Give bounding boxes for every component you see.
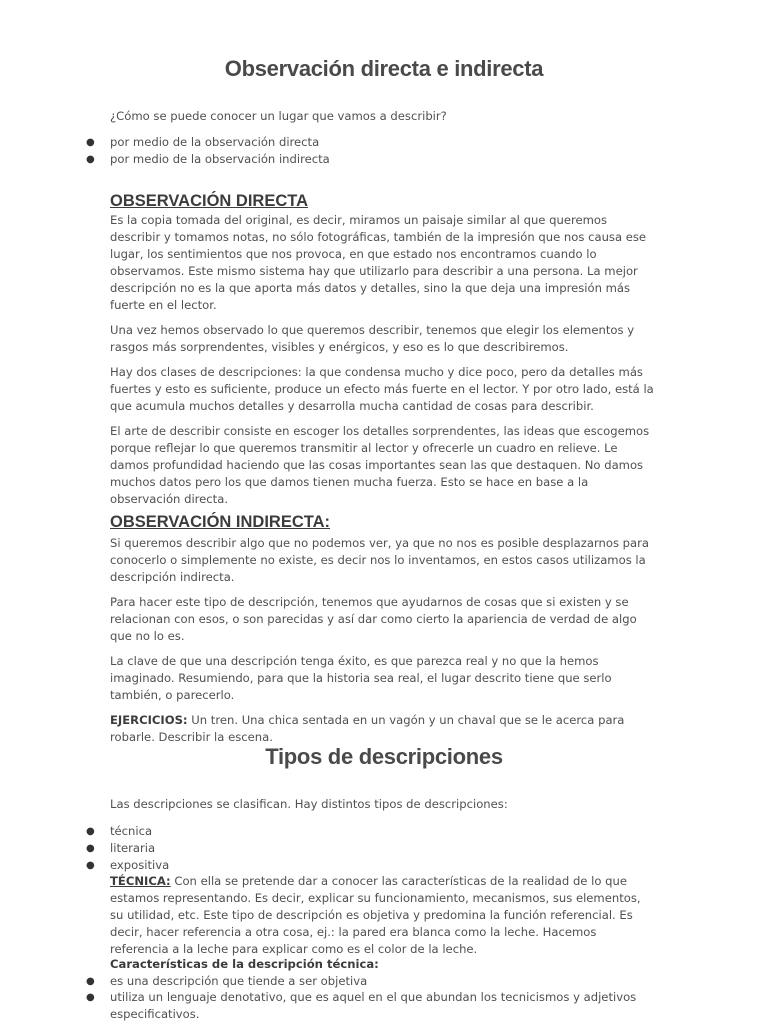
bullet-icon: ●: [86, 860, 95, 871]
list-item-text: por medio de la observación indirecta: [110, 152, 330, 166]
bullet-icon: ●: [86, 992, 95, 1003]
exercise-text: Un tren. Una chica sentada en un vagón y un chaval que se le acerca para robarle. Describir la escena.: [110, 713, 625, 744]
section-heading-directa: OBSERVACIÓN DIRECTA: [110, 192, 309, 210]
exercise-paragraph: [110, 712, 655, 746]
bullet-icon: ●: [86, 154, 95, 165]
intro-question: ¿Cómo se puede conocer un lugar que vamos a describir?: [110, 109, 447, 123]
paragraph: Para hacer este tipo de descripción, tenemos que ayudarnos de cosas que si existen y se relacionan con esos, o son parecidas y así dar como cierto la apariencia de verdad de algo que no lo es.: [110, 595, 637, 643]
page-title: Observación directa e indirecta: [224, 56, 544, 81]
paragraph: Si queremos describir algo que no podemos ver, ya que no nos es posible desplazarnos para conocerlo o simplemente no existe, es decir nos lo inventamos, en estos casos utilizamos la descripción indirecta.: [110, 536, 650, 584]
intro-types: Las descripciones se clasifican. Hay distintos tipos de descripciones:: [110, 797, 508, 811]
bullet-icon: ●: [86, 137, 95, 148]
section-title-tipos: Tipos de descripciones: [265, 744, 503, 769]
paragraph: Es la copia tomada del original, es decir, miramos un paisaje similar al que queremos describir y tomamos notas, no sólo fotográficas, también de la impresión que nos causa ese lugar, los sentimientos que nos provoca, en que estado nos encontramos cuando lo observamos. Este mismo sistema hay que utilizarlo para describir a una persona. La mejor descripción no es la que aporta más datos y detalles, sino la que deja una impresión más fuerte en el lector.: [110, 213, 647, 312]
exercise-label: EJERCICIOS:: [110, 713, 188, 727]
tecnica-text: Con ella se pretende dar a conocer las características de la realidad de lo que estamos representando. Es decir, explicar su funcionamiento, mecanismos, sus elementos, su utilidad, etc. Este tipo de descripción es objetiva y predomina la función referencial. Es decir, hacer referencia a otra cosa, ej.: la pared era blanca como la leche. Hacemos referencia a la leche para explicar como es el color de la leche.: [110, 874, 641, 956]
section-heading-indirecta: OBSERVACIÓN INDIRECTA:: [110, 513, 331, 531]
bullet-icon: ●: [86, 976, 95, 987]
list-item-text: técnica: [110, 824, 153, 838]
list-item-text: literaria: [110, 841, 156, 855]
list-item-text: utiliza un lenguaje denotativo, que es aquel en el que abundan los tecnicismos y adjetivos especificativos.: [110, 990, 637, 1021]
tecnica-paragraph: [110, 873, 655, 958]
list-item-text: es una descripción que tiende a ser objetiva: [110, 974, 368, 988]
tecnica-label: TÉCNICA:: [110, 874, 171, 888]
paragraph: Una vez hemos observado lo que queremos describir, tenemos que elegir los elementos y rasgos más sorprendentes, visibles y enérgicos, y eso es lo que describiremos.: [110, 323, 635, 354]
bullet-icon: ●: [86, 843, 95, 854]
paragraph: La clave de que una descripción tenga éxito, es que parezca real y no que la hemos imaginado. Resumiendo, para que la historia sea real, el lugar descrito tiene que serlo también, o parecerlo.: [110, 654, 612, 702]
paragraph: El arte de describir consiste en escoger los detalles sorprendentes, las ideas que escogemos porque reflejar lo que queremos transmitir al lector y ofrecerle un cuadro en relieve. Le damos profundidad haciendo que las cosas importantes sean las que destaquen. No damos muchos datos pero los que damos tienen mucha fuerza. Esto se hace en base a la observación directa.: [110, 424, 650, 506]
paragraph: Hay dos clases de descripciones: la que condensa mucho y dice poco, pero da detalles más fuertes y esto es suficiente, produce un efecto más fuerte en el lector. Y por otro lado, está la que acumula muchos detalles y desarrolla mucha cantidad de cosas para describir.: [110, 365, 654, 413]
characteristics-heading: Características de la descripción técnica:: [110, 957, 379, 971]
list-item-text: por medio de la observación directa: [110, 135, 320, 149]
list-item-text: expositiva: [110, 858, 170, 872]
bullet-icon: ●: [86, 826, 95, 837]
